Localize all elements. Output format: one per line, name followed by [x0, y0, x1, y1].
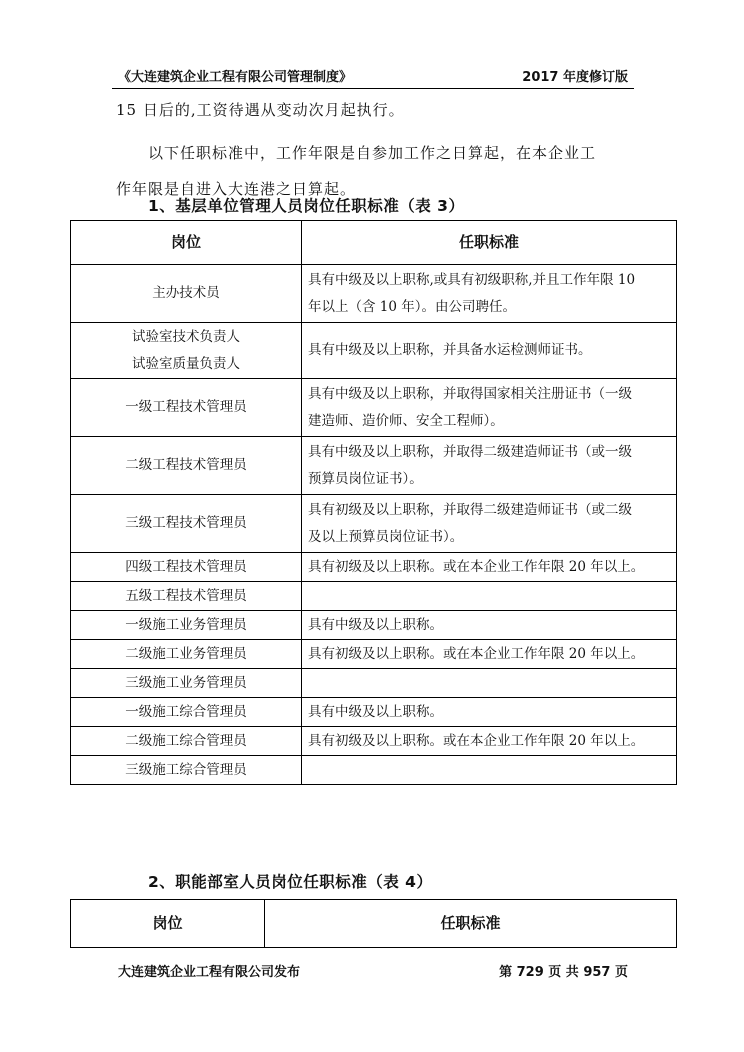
standard-text: 具有中级及以上职称，并具备水运检测师证书。: [308, 342, 592, 358]
table-row: [71, 756, 677, 785]
table-row: [71, 437, 677, 495]
cell-position: [71, 756, 302, 785]
body-line-3: 作年限是自进入大连港之日算起。: [116, 180, 357, 198]
position-text: 主办技术员: [152, 285, 220, 301]
standard-text: 具有初级及以上职称，并取得二级建造师证书（或二级: [308, 501, 632, 518]
cell-position: [71, 611, 302, 640]
table-header-row: [71, 900, 677, 948]
cell-position: [71, 495, 302, 553]
position-text: 四级工程技术管理员: [125, 558, 247, 575]
footer-publisher: 大连建筑企业工程有限公司发布: [118, 965, 301, 980]
cell-position: [71, 698, 302, 727]
cell-position: [71, 727, 302, 756]
footer-page-number: 第 729 页 共 957 页: [499, 965, 628, 980]
section-1-title: 1、基层单位管理人员岗位任职标准（表 3）: [148, 197, 465, 215]
table-header-row: [71, 221, 677, 265]
standard-text: 具有中级及以上职称，并取得国家相关注册证书（一级: [308, 385, 632, 402]
column-header-position: 岗位: [71, 900, 265, 948]
standard-text: 具有初级及以上职称。或在本企业工作年限 20 年以上。: [308, 558, 645, 575]
cell-standard: [302, 323, 677, 379]
table-row: [71, 640, 677, 669]
standard-text: 具有中级及以上职称。: [308, 616, 443, 633]
cell-standard: [302, 698, 677, 727]
standard-text: 具有中级及以上职称,或具有初级职称,并且工作年限 10: [308, 271, 636, 288]
header-rule: [112, 88, 634, 89]
standard-text: 具有中级及以上职称，并取得二级建造师证书（或一级: [308, 443, 632, 460]
body-line-2: 以下任职标准中，工作年限是自参加工作之日算起，在本企业工: [148, 144, 597, 162]
table-row: [71, 495, 677, 553]
table-row: [71, 553, 677, 582]
standard-text: 及以上预算员岗位证书）。: [308, 528, 464, 545]
cell-position: [71, 669, 302, 698]
cell-standard: [302, 265, 677, 323]
position-text: 试验室技术负责人: [132, 328, 240, 345]
cell-position: [71, 379, 302, 437]
cell-standard: [302, 379, 677, 437]
table-row: [71, 698, 677, 727]
column-header-position: 岗位: [71, 221, 302, 265]
position-text: 试验室质量负责人: [132, 355, 240, 372]
header-title: 《大连建筑企业工程有限公司管理制度》: [118, 70, 353, 85]
cell-standard: [302, 727, 677, 756]
cell-standard: [302, 553, 677, 582]
column-header-standard: 任职标准: [265, 900, 677, 948]
cell-position: [71, 582, 302, 611]
cell-standard: [302, 437, 677, 495]
standard-text: 建造师、造价师、安全工程师）。: [308, 412, 504, 429]
table-row: [71, 379, 677, 437]
standard-text: 年以上（含 10 年）。由公司聘任。: [308, 298, 517, 315]
column-header-standard: 任职标准: [302, 221, 677, 265]
table-4: [70, 899, 677, 948]
position-text: 三级工程技术管理员: [125, 515, 247, 531]
cell-standard: [302, 582, 677, 611]
position-text: 五级工程技术管理员: [125, 587, 247, 604]
position-text: 一级施工综合管理员: [125, 703, 247, 720]
position-text: 二级工程技术管理员: [125, 457, 247, 473]
cell-position: [71, 265, 302, 323]
page-footer: [118, 961, 628, 981]
position-text: 三级施工综合管理员: [125, 761, 247, 778]
standard-text: 具有初级及以上职称。或在本企业工作年限 20 年以上。: [308, 645, 645, 662]
table-3: [70, 220, 677, 785]
position-text: 三级施工业务管理员: [125, 674, 247, 691]
position-text: 一级工程技术管理员: [125, 399, 247, 415]
cell-standard: [302, 669, 677, 698]
standard-text: 具有中级及以上职称。: [308, 703, 443, 720]
table-row: [71, 727, 677, 756]
cell-position: [71, 323, 302, 379]
position-text: 二级施工业务管理员: [125, 645, 247, 662]
cell-standard: [302, 640, 677, 669]
position-text: 一级施工业务管理员: [125, 616, 247, 633]
cell-standard: [302, 495, 677, 553]
header-edition: 2017 年度修订版: [522, 70, 628, 85]
cell-position: [71, 437, 302, 495]
cell-standard: [302, 611, 677, 640]
standard-text: 预算员岗位证书）。: [308, 470, 423, 487]
page-header: [118, 66, 628, 86]
cell-position: [71, 553, 302, 582]
standard-text: 具有初级及以上职称。或在本企业工作年限 20 年以上。: [308, 732, 645, 749]
section-2-title: 2、职能部室人员岗位任职标准（表 4）: [148, 873, 433, 891]
body-line-1: 15 日后的,工资待遇从变动次月起执行。: [116, 101, 405, 119]
table-row: [71, 582, 677, 611]
cell-position: [71, 640, 302, 669]
table-row: [71, 669, 677, 698]
table-row: [71, 265, 677, 323]
table-row: [71, 611, 677, 640]
table-row: [71, 323, 677, 379]
position-text: 二级施工综合管理员: [125, 732, 247, 749]
cell-standard: [302, 756, 677, 785]
